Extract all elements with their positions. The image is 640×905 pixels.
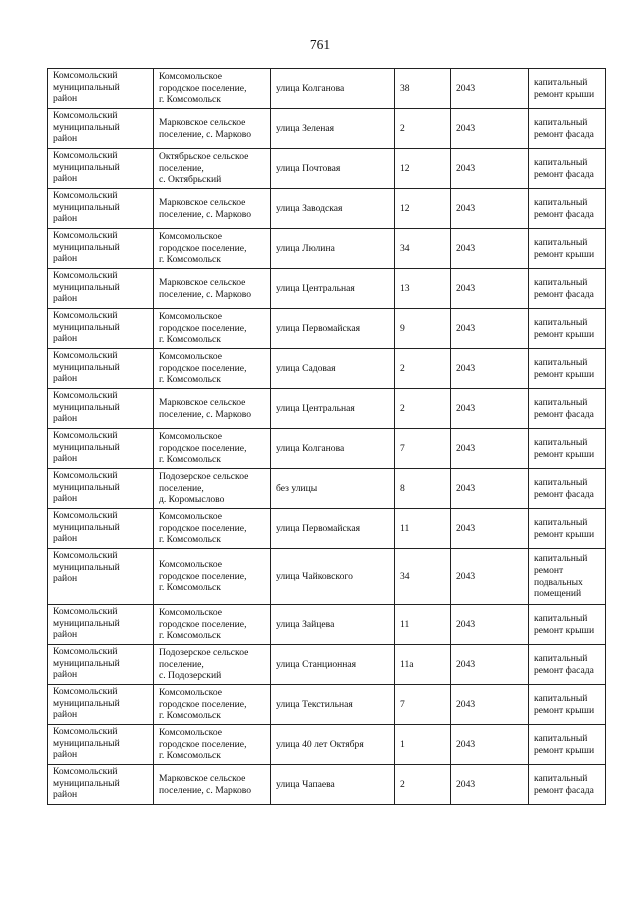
street-cell: улица Первомайская [271,509,395,549]
house-number-cell: 8 [395,469,451,509]
table-row [48,309,606,349]
district-cell: Комсомольский муниципальный район [48,349,154,389]
house-number-cell: 2 [395,765,451,805]
year-cell: 2043 [451,69,529,109]
table-row [48,429,606,469]
street-cell: улица Станционная [271,645,395,685]
district-cell: Комсомольский муниципальный район [48,725,154,765]
street-cell: улица Люлина [271,229,395,269]
house-number-cell: 1 [395,725,451,765]
house-number-cell: 13 [395,269,451,309]
street-cell: улица Зеленая [271,109,395,149]
year-cell: 2043 [451,605,529,645]
house-number-cell: 9 [395,309,451,349]
year-cell: 2043 [451,509,529,549]
settlement-cell: Октябрьское сельское поселение, с. Октябрьский [154,149,271,189]
table-row [48,389,606,429]
house-number-cell: 38 [395,69,451,109]
year-cell: 2043 [451,149,529,189]
street-cell: улица Почтовая [271,149,395,189]
district-cell: Комсомольский муниципальный район [48,605,154,645]
work-type-cell: капитальный ремонт фасада [529,765,606,805]
district-cell: Комсомольский муниципальный район [48,109,154,149]
settlement-cell: Комсомольское городское поселение, г. Комсомольск [154,309,271,349]
settlement-cell: Комсомольское городское поселение, г. Комсомольск [154,549,271,605]
work-type-cell: капитальный ремонт фасада [529,645,606,685]
page-number: 761 [309,37,331,52]
table-row [48,469,606,509]
table-row [48,269,606,309]
work-type-cell: капитальный ремонт крыши [529,309,606,349]
table-row [48,509,606,549]
settlement-cell: Комсомольское городское поселение, г. Комсомольск [154,685,271,725]
district-cell: Комсомольский муниципальный район [48,429,154,469]
street-cell: улица Зайцева [271,605,395,645]
house-number-cell: 2 [395,389,451,429]
work-type-cell: капитальный ремонт крыши [529,229,606,269]
work-type-cell: капитальный ремонт крыши [529,685,606,725]
settlement-cell: Комсомольское городское поселение, г. Комсомольск [154,605,271,645]
table-row [48,189,606,229]
work-type-cell: капитальный ремонт крыши [529,725,606,765]
street-cell: улица Колганова [271,69,395,109]
street-cell: улица 40 лет Октября [271,725,395,765]
settlement-cell: Марковское сельское поселение, с. Марково [154,269,271,309]
table-row [48,69,606,109]
work-type-cell: капитальный ремонт фасада [529,389,606,429]
street-cell: улица Первомайская [271,309,395,349]
work-type-cell: капитальный ремонт фасада [529,149,606,189]
house-number-cell: 11 [395,605,451,645]
work-type-cell: капитальный ремонт фасада [529,189,606,229]
work-type-cell: капитальный ремонт фасада [529,469,606,509]
house-number-cell: 12 [395,149,451,189]
district-cell: Комсомольский муниципальный район [48,645,154,685]
year-cell: 2043 [451,725,529,765]
work-type-cell: капитальный ремонт фасада [529,269,606,309]
house-number-cell: 7 [395,429,451,469]
street-cell: улица Центральная [271,389,395,429]
table-row [48,765,606,805]
table-row [48,549,606,605]
work-type-cell: капитальный ремонт крыши [529,429,606,469]
house-number-cell: 7 [395,685,451,725]
year-cell: 2043 [451,429,529,469]
district-cell: Комсомольский муниципальный район [48,389,154,429]
settlement-cell: Марковское сельское поселение, с. Марково [154,389,271,429]
district-cell: Комсомольский муниципальный район [48,765,154,805]
table-row [48,685,606,725]
table-row [48,229,606,269]
district-cell: Комсомольский муниципальный район [48,309,154,349]
house-number-cell: 11 [395,509,451,549]
street-cell: улица Чайковского [271,549,395,605]
year-cell: 2043 [451,645,529,685]
street-cell: улица Колганова [271,429,395,469]
district-cell: Комсомольский муниципальный район [48,189,154,229]
work-type-cell: капитальный ремонт подвальных помещений [529,549,606,605]
house-number-cell: 34 [395,549,451,605]
table-row [48,605,606,645]
year-cell: 2043 [451,229,529,269]
year-cell: 2043 [451,765,529,805]
settlement-cell: Подозерское сельское поселение, с. Подозерский [154,645,271,685]
work-type-cell: капитальный ремонт крыши [529,349,606,389]
year-cell: 2043 [451,189,529,229]
settlement-cell: Комсомольское городское поселение, г. Комсомольск [154,725,271,765]
settlement-cell: Марковское сельское поселение, с. Марково [154,109,271,149]
district-cell: Комсомольский муниципальный район [48,549,154,605]
table-row [48,109,606,149]
street-cell: улица Центральная [271,269,395,309]
district-cell: Комсомольский муниципальный район [48,509,154,549]
settlement-cell: Комсомольское городское поселение, г. Комсомольск [154,429,271,469]
settlement-cell: Комсомольское городское поселение, г. Комсомольск [154,229,271,269]
district-cell: Комсомольский муниципальный район [48,685,154,725]
work-type-cell: капитальный ремонт крыши [529,605,606,645]
table-row [48,349,606,389]
year-cell: 2043 [451,309,529,349]
repair-registry-table [47,68,606,805]
year-cell: 2043 [451,469,529,509]
year-cell: 2043 [451,685,529,725]
street-cell: улица Чапаева [271,765,395,805]
house-number-cell: 2 [395,349,451,389]
year-cell: 2043 [451,389,529,429]
house-number-cell: 2 [395,109,451,149]
house-number-cell: 11а [395,645,451,685]
work-type-cell: капитальный ремонт крыши [529,509,606,549]
settlement-cell: Комсомольское городское поселение, г. Комсомольск [154,509,271,549]
year-cell: 2043 [451,549,529,605]
district-cell: Комсомольский муниципальный район [48,269,154,309]
street-cell: улица Садовая [271,349,395,389]
table-row [48,149,606,189]
work-type-cell: капитальный ремонт фасада [529,109,606,149]
street-cell: без улицы [271,469,395,509]
district-cell: Комсомольский муниципальный район [48,469,154,509]
year-cell: 2043 [451,269,529,309]
settlement-cell: Комсомольское городское поселение, г. Комсомольск [154,69,271,109]
district-cell: Комсомольский муниципальный район [48,149,154,189]
year-cell: 2043 [451,349,529,389]
settlement-cell: Марковское сельское поселение, с. Марково [154,189,271,229]
work-type-cell: капитальный ремонт крыши [529,69,606,109]
house-number-cell: 12 [395,189,451,229]
year-cell: 2043 [451,109,529,149]
street-cell: улица Текстильная [271,685,395,725]
table-row [48,645,606,685]
district-cell: Комсомольский муниципальный район [48,69,154,109]
settlement-cell: Комсомольское городское поселение, г. Комсомольск [154,349,271,389]
district-cell: Комсомольский муниципальный район [48,229,154,269]
house-number-cell: 34 [395,229,451,269]
settlement-cell: Марковское сельское поселение, с. Марково [154,765,271,805]
street-cell: улица Заводская [271,189,395,229]
settlement-cell: Подозерское сельское поселение, д. Коромыслово [154,469,271,509]
table-row [48,725,606,765]
